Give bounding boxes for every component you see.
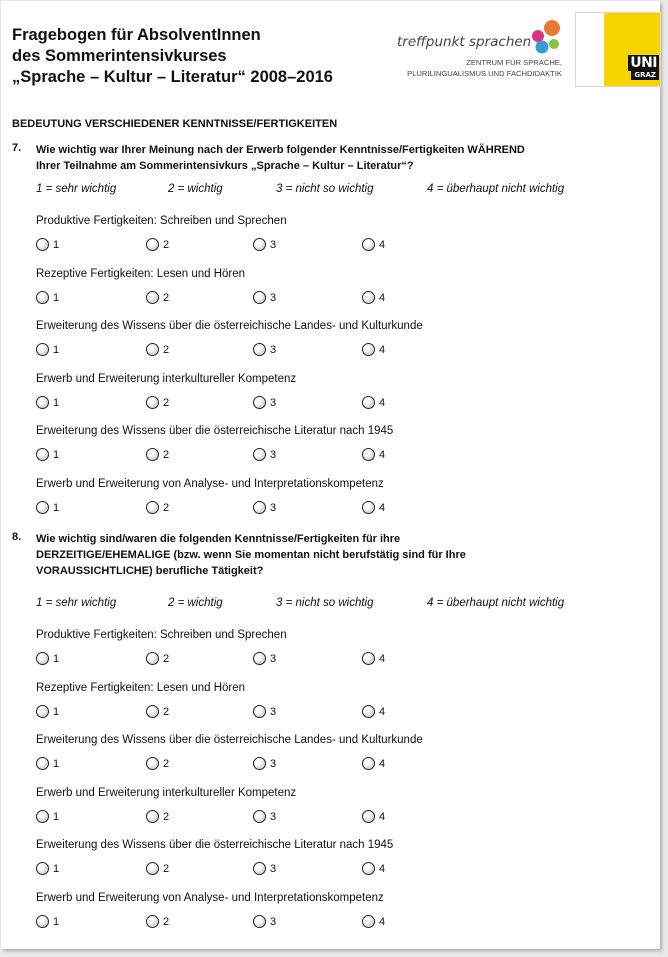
radio-option-label: 1 [53,916,60,928]
radio-option-label: 1 [53,344,60,357]
title-line-2: des Sommerintensivkurses [12,47,227,65]
radio-button[interactable] [36,915,49,928]
radio-button[interactable] [36,810,49,823]
question-text-line: Wie wichtig war Ihrer Meinung nach der Erwerb folgender Kenntnisse/Fertigkeiten WÄHREND [36,144,525,156]
radio-button[interactable] [253,705,266,718]
radio-button[interactable] [36,448,49,461]
radio-option-label: 4 [379,916,386,928]
radio-option-label: 1 [53,239,60,251]
radio-button[interactable] [146,448,159,461]
radio-button[interactable] [362,501,375,514]
question-item-label: Erwerb und Erweiterung interkultureller Kompetenz [36,786,297,799]
radio-option-label: 2 [163,291,170,304]
radio-option-label: 2 [163,916,170,928]
radio-button[interactable] [146,862,159,875]
radio-option-label: 2 [163,863,170,876]
radio-button[interactable] [253,343,266,356]
radio-button[interactable] [146,705,159,718]
question-item-label: Produktive Fertigkeiten: Schreiben und Sprechen [36,629,287,641]
uni-city: GRAZ [631,71,659,80]
question-item-label: Rezeptive Fertigkeiten: Lesen und Hören [36,681,246,694]
radio-button[interactable] [146,291,159,304]
radio-button[interactable] [146,757,159,770]
scale-label-1: 1 = sehr wichtig [36,597,117,609]
radio-option-label: 3 [270,449,277,462]
question-text-line: Ihrer Teilnahme am Sommerintensivkurs „Sprache – Kultur – Literatur“? [36,160,414,172]
radio-option-label: 2 [163,705,170,718]
radio-option-label: 3 [270,916,277,928]
radio-button[interactable] [36,705,49,718]
radio-button[interactable] [253,291,266,304]
radio-button[interactable] [146,396,159,409]
radio-group [36,396,436,412]
questionnaire-page [1,1,660,949]
radio-button[interactable] [36,652,49,665]
radio-option-label: 4 [379,344,386,357]
radio-button[interactable] [253,396,266,409]
radio-option-label: 3 [270,502,277,514]
radio-group [36,652,436,668]
radio-button[interactable] [146,501,159,514]
radio-option-label: 2 [163,502,170,514]
radio-button[interactable] [362,396,375,409]
radio-button[interactable] [253,757,266,770]
scale-label-1: 1 = sehr wichtig [36,183,117,195]
radio-group [36,448,436,464]
radio-option-label: 3 [270,239,277,251]
question-item-label: Erweiterung des Wissens über die österreichische Literatur nach 1945 [36,425,394,438]
radio-button[interactable] [36,238,49,251]
radio-option-label: 2 [163,810,170,823]
title-line-1: Fragebogen für AbsolventInnen [12,26,261,44]
radio-button[interactable] [36,501,49,514]
question-8-number: 8. [12,531,22,543]
radio-option-label: 3 [270,810,277,823]
uni-yellow-block [604,13,660,86]
radio-button[interactable] [362,238,375,251]
question-item-label: Rezeptive Fertigkeiten: Lesen und Hören [36,267,246,280]
radio-option-label: 2 [163,653,170,665]
radio-group [36,862,436,878]
radio-button[interactable] [253,862,266,875]
radio-option-label: 4 [379,449,386,462]
radio-option-label: 4 [379,291,386,304]
radio-button[interactable] [362,915,375,928]
radio-button[interactable] [146,810,159,823]
radio-group [36,238,436,254]
radio-button[interactable] [36,757,49,770]
radio-button[interactable] [362,757,375,770]
question-item-label: Erweiterung des Wissens über die österreichische Landes- und Kulturkunde [36,734,423,747]
radio-option-label: 1 [53,758,60,771]
radio-button[interactable] [362,652,375,665]
radio-option-label: 4 [379,239,386,251]
radio-option-label: 4 [379,396,386,409]
radio-button[interactable] [253,448,266,461]
radio-option-label: 3 [270,863,277,876]
radio-option-label: 1 [53,705,60,718]
question-item-label: Erwerb und Erweiterung von Analyse- und Interpretationskompetenz [36,892,384,904]
radio-option-label: 1 [53,653,60,665]
radio-button[interactable] [146,915,159,928]
radio-button[interactable] [253,810,266,823]
colored-dots-icon [530,19,566,55]
question-7-text [36,142,525,174]
radio-option-label: 2 [163,344,170,357]
radio-option-label: 4 [379,810,386,823]
radio-button[interactable] [36,343,49,356]
question-text-line: DERZEITIGE/EHEMALIGE (bzw. wenn Sie momentan nicht berufstätig sind für Ihre [36,549,466,561]
scale-label-3: 3 = nicht so wichtig [276,597,374,609]
title-line-3: „Sprache – Kultur – Literatur“ 2008–2016 [12,68,333,86]
radio-option-label: 1 [53,502,60,514]
question-item-label: Erwerb und Erweiterung interkultureller Kompetenz [36,372,297,385]
question-item-label: Produktive Fertigkeiten: Schreiben und Sprechen [36,215,287,227]
radio-option-label: 2 [163,239,170,251]
radio-option-label: 1 [53,396,60,409]
radio-option-label: 4 [379,863,386,876]
question-item-label: Erweiterung des Wissens über die österreichische Literatur nach 1945 [36,839,394,852]
radio-option-label: 3 [270,705,277,718]
radio-option-label: 1 [53,291,60,304]
question-item-label: Erwerb und Erweiterung von Analyse- und Interpretationskompetenz [36,478,384,490]
treffpunkt-sprachen-logo [397,19,572,89]
radio-button[interactable] [253,652,266,665]
treffpunkt-subtitle-line-1: ZENTRUM FÜR SPRACHE, [466,58,562,67]
radio-group [36,915,436,931]
radio-option-label: 1 [53,863,60,876]
treffpunkt-name: treffpunkt sprachen [397,34,532,50]
radio-option-label: 2 [163,449,170,462]
radio-button[interactable] [362,810,375,823]
question-item-label: Erweiterung des Wissens über die österreichische Landes- und Kulturkunde [36,320,423,333]
radio-option-label: 4 [379,653,386,665]
radio-button[interactable] [146,343,159,356]
question-8-text [36,531,466,579]
radio-button[interactable] [253,238,266,251]
radio-button[interactable] [146,238,159,251]
section-title: BEDEUTUNG VERSCHIEDENER KENNTNISSE/FERTIGKEITEN [12,118,338,130]
radio-option-label: 4 [379,758,386,771]
radio-button[interactable] [36,396,49,409]
radio-button[interactable] [362,862,375,875]
question-text-line: Wie wichtig sind/waren die folgenden Kenntnisse/Fertigkeiten für ihre [36,533,401,545]
radio-button[interactable] [362,705,375,718]
treffpunkt-subtitle [407,57,562,79]
radio-group [36,343,436,359]
scale-label-4: 4 = überhaupt nicht wichtig [427,183,565,195]
radio-group [36,705,436,721]
radio-option-label: 1 [53,449,60,462]
radio-option-label: 3 [270,758,277,771]
radio-button[interactable] [362,343,375,356]
radio-group [36,501,436,517]
radio-option-label: 4 [379,502,386,514]
radio-option-label: 3 [270,291,277,304]
uni-word: UNI [630,55,657,71]
radio-option-label: 3 [270,344,277,357]
scale-label-3: 3 = nicht so wichtig [276,183,374,195]
page-title [12,25,333,88]
radio-group [36,291,436,307]
treffpunkt-subtitle-line-2: PLURILINGUALISMUS UND FACHDIDAKTIK [407,69,562,78]
radio-button[interactable] [362,448,375,461]
radio-button[interactable] [36,291,49,304]
radio-option-label: 4 [379,705,386,718]
radio-option-label: 2 [163,758,170,771]
radio-group [36,810,436,826]
radio-group [36,757,436,773]
radio-button[interactable] [36,862,49,875]
scale-label-2: 2 = wichtig [168,183,223,195]
scale-label-4: 4 = überhaupt nicht wichtig [427,597,565,609]
radio-button[interactable] [253,915,266,928]
radio-button[interactable] [146,652,159,665]
radio-option-label: 1 [53,810,60,823]
radio-button[interactable] [362,291,375,304]
radio-option-label: 3 [270,396,277,409]
question-7-number: 7. [12,142,22,154]
question-text-line: VORAUSSICHTLICHE) berufliche Tätigkeit? [36,565,264,577]
radio-button[interactable] [253,501,266,514]
uni-graz-logo [575,12,661,87]
scale-label-2: 2 = wichtig [168,597,223,609]
radio-option-label: 2 [163,396,170,409]
radio-option-label: 3 [270,653,277,665]
